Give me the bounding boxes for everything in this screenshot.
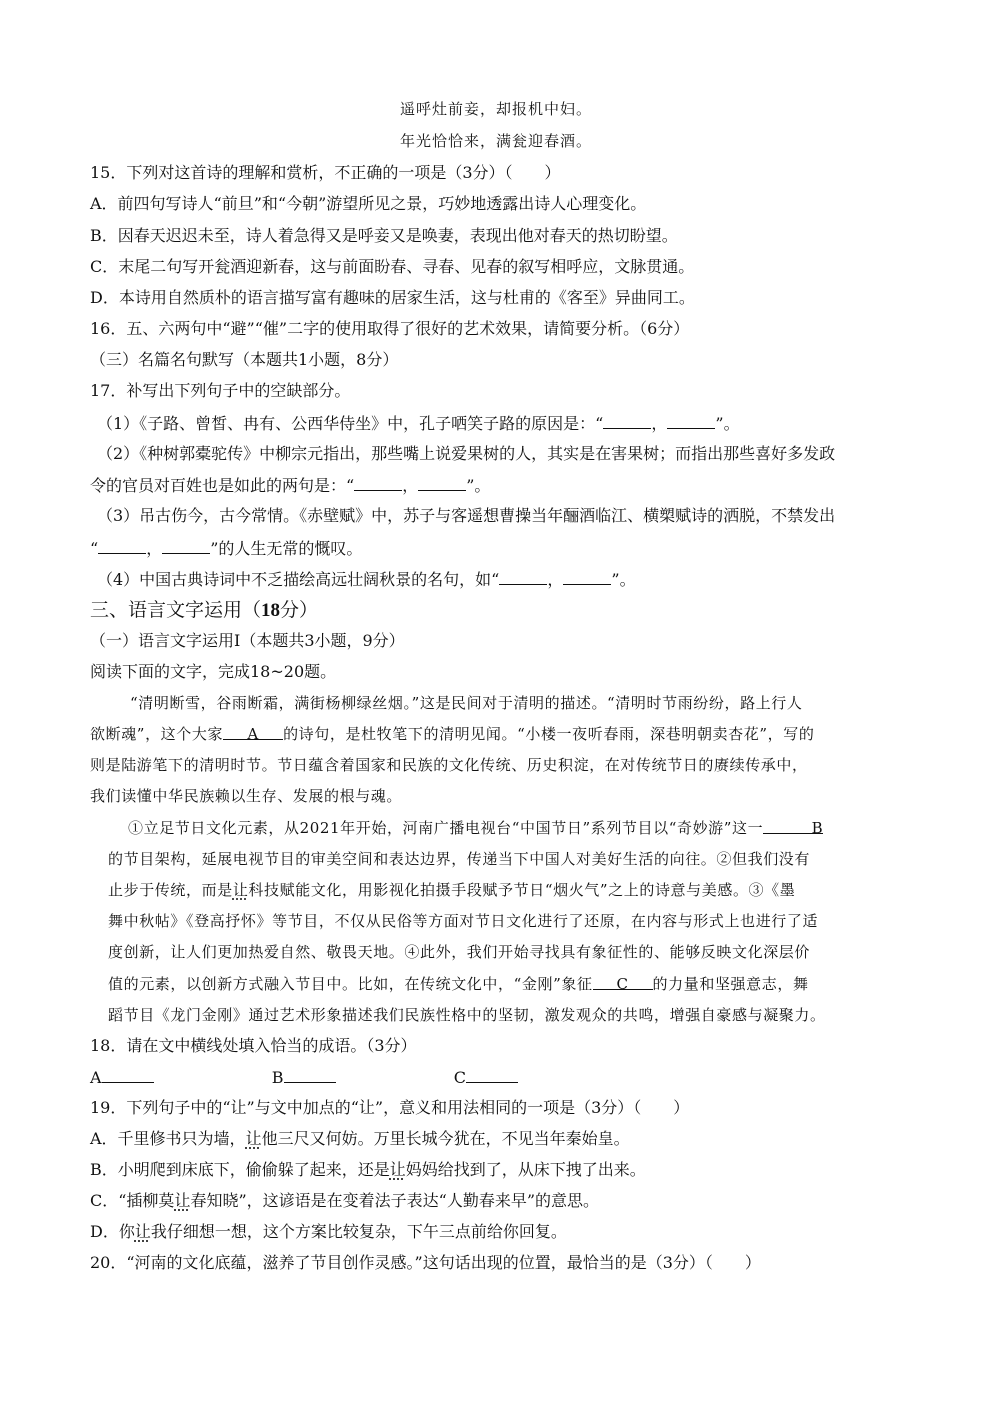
blank-b[interactable]: B bbox=[763, 817, 823, 834]
question-18-stem: 18．请在文中横线处填入恰当的成语。（3分） bbox=[90, 1036, 417, 1055]
question-15-option-a: A．前四句写诗人“前旦”和“今朝”游望所见之景，巧妙地透露出诗人心理变化。 bbox=[90, 194, 647, 213]
question-17-item-2-line-1: （2）《种树郭橐驼传》中柳宗元指出，那些嘴上说爱果树的人，其实是在害果树；而指出那些喜好多发政 bbox=[97, 444, 836, 463]
question-17-item-4: （4）中国古典诗词中不乏描绘高远壮阔秋景的名句，如“ ， ”。 bbox=[97, 570, 636, 589]
poem-line-2: 年光恰恰来，满瓮迎春酒。 bbox=[399, 132, 592, 150]
dotted-word: 让 bbox=[245, 1129, 262, 1148]
reading-instruction: 阅读下面的文字，完成18~20题。 bbox=[90, 662, 337, 681]
passage-p1-line-4: 我们读懂中华民族赖以生存、发展的根与魂。 bbox=[90, 787, 403, 805]
answer-blank[interactable] bbox=[98, 537, 146, 554]
answer-blank-a[interactable] bbox=[102, 1066, 154, 1083]
answer-blank[interactable] bbox=[499, 568, 547, 585]
question-17-item-2-line-2: 令的官员对百姓也是如此的两句是：“ ， ”。 bbox=[90, 476, 491, 495]
question-19-option-b: B．小明爬到床底下，偷偷躲了起来，还是让妈妈给找到了，从床下拽了出来。 bbox=[90, 1160, 646, 1179]
passage-p2-line-3: 止步于传统，而是让科技赋能文化，用影视化拍摄手段赋予节日“烟火气”之上的诗意与美感。③《墨 bbox=[108, 881, 796, 899]
passage-p1-line-2: 欲断魂”，这个大家 A 的诗句，是杜牧笔下的清明见闻。“小楼一夜听春雨，深巷明朝卖杏花”，写的 bbox=[90, 725, 815, 743]
blank-a[interactable]: A bbox=[223, 723, 283, 740]
question-19-option-a: A．千里修书只为墙，让他三尺又何妨。万里长城今犹在，不见当年秦始皇。 bbox=[90, 1129, 630, 1148]
question-15-stem: 15．下列对这首诗的理解和赏析，不正确的一项是（3分）（ ） bbox=[90, 163, 561, 182]
passage-p2-line-1: ①立足节日文化元素，从2021年开始，河南广播电视台“中国节日”系列节目以“奇妙游”这一 B bbox=[128, 819, 824, 837]
answer-blank[interactable] bbox=[603, 412, 651, 429]
dotted-word: 让 bbox=[134, 1222, 151, 1241]
poem-line-1: 遥呼灶前妾，却报机中妇。 bbox=[399, 100, 592, 118]
answer-blank[interactable] bbox=[563, 568, 611, 585]
question-18-answers: A B C bbox=[90, 1066, 518, 1089]
dotted-word: 让 bbox=[174, 1191, 191, 1210]
question-15-option-b: B．因春天迟迟未至，诗人着急得又是呼妾又是唤妻，表现出他对春天的热切盼望。 bbox=[90, 226, 678, 245]
dotted-word: 让 bbox=[232, 881, 249, 899]
passage-p2-line-4: 舞中秋帖》《登高抒怀》等节目，不仅从民俗等方面对节日文化进行了还原，在内容与形式上也进行了适 bbox=[108, 912, 819, 930]
answer-blank[interactable] bbox=[667, 412, 715, 429]
question-17-item-1: （1）《子路、曾皙、冉有、公西华侍坐》中，孔子哂笑子路的原因是：“ ， ”。 bbox=[97, 414, 740, 433]
answer-blank[interactable] bbox=[162, 537, 210, 554]
question-17-item-3-line-2: “ ， ”的人生无常的慨叹。 bbox=[90, 539, 363, 558]
subsection-heading: （三）名篇名句默写（本题共1小题，8分） bbox=[90, 350, 399, 369]
answer-blank[interactable] bbox=[354, 474, 402, 491]
passage-p1-line-3: 则是陆游笔下的清明时节。节日蕴含着国家和民族的文化传统、历史积淀，在对传统节日的赓续传承中， bbox=[90, 756, 808, 774]
question-19-option-d: D．你让我仔细想一想，这个方案比较复杂，下午三点前给你回复。 bbox=[90, 1222, 567, 1241]
answer-blank-c[interactable] bbox=[466, 1066, 518, 1083]
answer-blank[interactable] bbox=[418, 474, 466, 491]
question-17-stem: 17．补写出下列句子中的空缺部分。 bbox=[90, 381, 351, 400]
question-19-option-c: C．“插柳莫让春知晓”，这谚语是在变着法子表达“人勤春来早”的意思。 bbox=[90, 1191, 599, 1210]
section-3-subtitle: （一）语言文字运用Ⅰ（本题共3小题，9分） bbox=[90, 631, 405, 650]
blank-c[interactable]: C bbox=[593, 973, 653, 990]
passage-p2-line-2: 的节目架构，延展电视节目的审美空间和表达边界，传递当下中国人对美好生活的向往。②但我们没有 bbox=[108, 850, 811, 868]
question-20: 20．“河南的文化底蕴，滋养了节目创作灵感。”这句话出现的位置，最恰当的是（3分）（ ） bbox=[90, 1253, 761, 1272]
passage-p2-line-6: 值的元素，以创新方式融入节目中。比如，在传统文化中，“金刚”象征 C 的力量和坚强意志，舞 bbox=[108, 975, 809, 993]
question-19-stem: 19．下列句子中的“让”与文中加点的“让”，意义和用法相同的一项是（3分）（ ） bbox=[90, 1098, 690, 1117]
passage-p1-line-1: “清明断雪，谷雨断霜，满街杨柳绿丝烟。”这是民间对于清明的描述。“清明时节雨纷纷，路上行人 bbox=[130, 694, 803, 712]
section-3-title: 三、语言文字运用（18分） bbox=[90, 599, 319, 621]
passage-p2-line-5: 度创新，让人们更加热爱自然、敬畏天地。④此外，我们开始寻找具有象征性的、能够反映文化深层价 bbox=[108, 943, 811, 961]
dotted-word: 让 bbox=[389, 1160, 406, 1179]
question-16: 16．五、六两句中“避”“催”二字的使用取得了很好的艺术效果，请简要分析。（6分） bbox=[90, 319, 690, 338]
passage-p2-line-7: 蹈节目《龙门金刚》通过艺术形象描述我们民族性格中的坚韧，激发观众的共鸣，增强自豪感与凝聚力。 bbox=[108, 1006, 826, 1024]
question-15-option-d: D．本诗用自然质朴的语言描写富有趣味的居家生活，这与杜甫的《客至》异曲同工。 bbox=[90, 288, 695, 307]
question-15-option-c: C．末尾二句写开瓮酒迎新春，这与前面盼春、寻春、见春的叙写相呼应，文脉贯通。 bbox=[90, 257, 695, 276]
question-17-item-3-line-1: （3）吊古伤今，古今常情。《赤壁赋》中，苏子与客遥想曹操当年酾酒临江、横槊赋诗的洒脱，不禁发出 bbox=[97, 506, 836, 525]
answer-blank-b[interactable] bbox=[284, 1066, 336, 1083]
